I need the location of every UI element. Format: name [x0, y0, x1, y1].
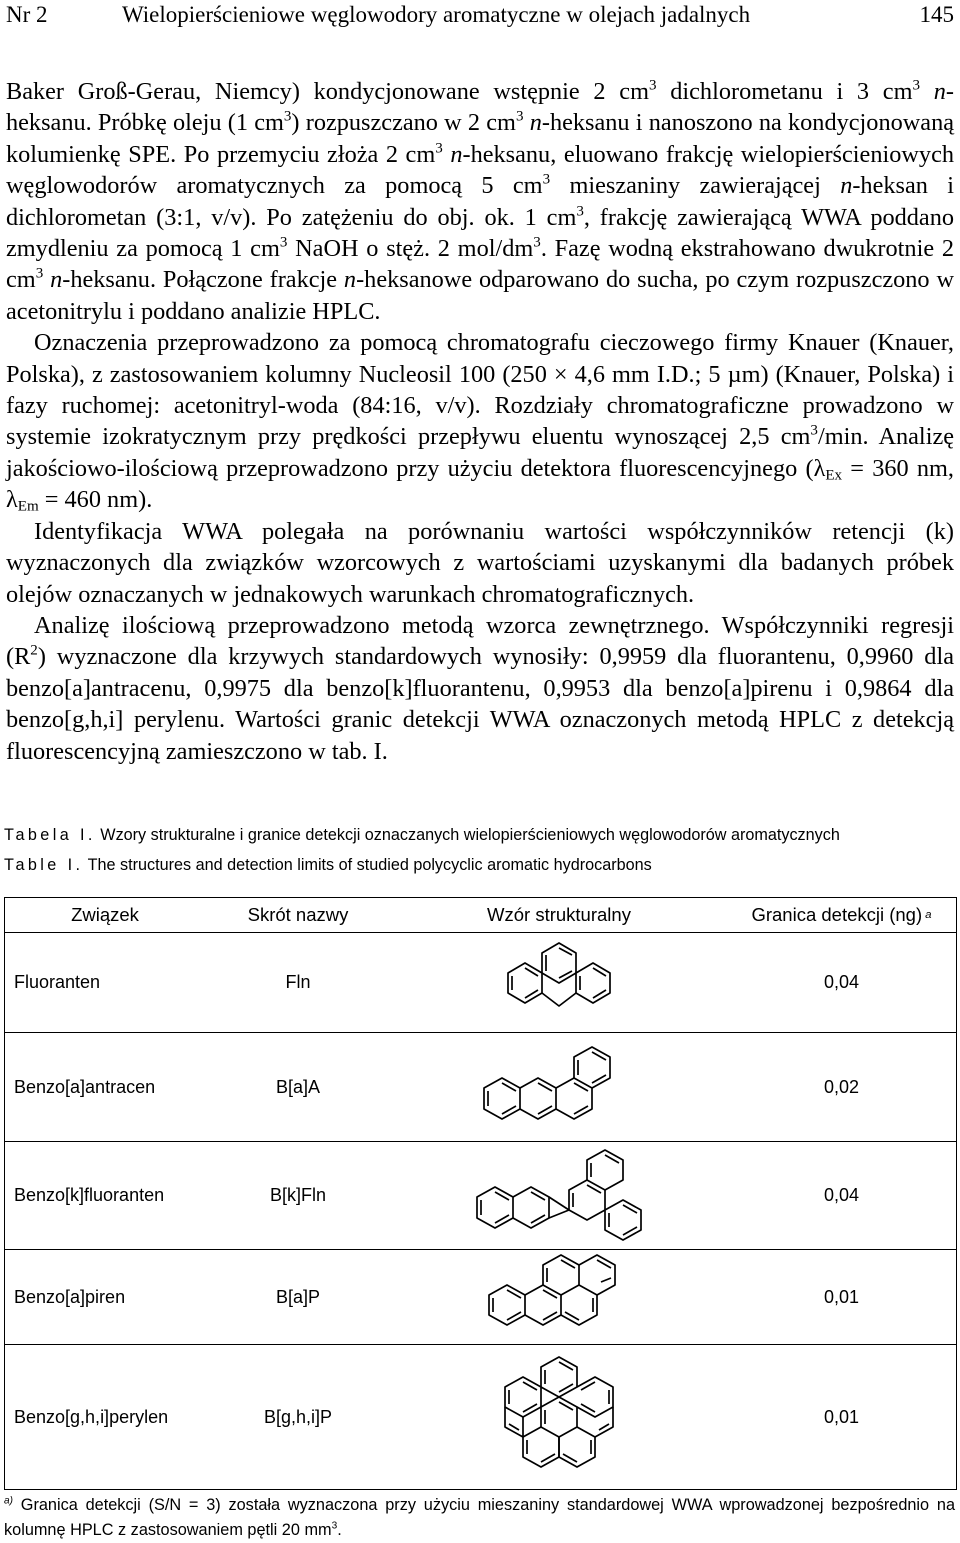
column-header-detection-limit: Granica detekcji (ng) a	[751, 904, 932, 925]
detection-limit: 0,02	[823, 1076, 860, 1097]
table-row	[5, 1141, 956, 1249]
column-header-compound: Związek	[71, 904, 139, 925]
footnote-marker: a)	[4, 1495, 13, 1507]
issue-number: Nr 2	[6, 2, 48, 27]
paragraph-methods-spe: Baker Groß-Gerau, Niemcy) kondycjonowane wstępnie 2 $cm^3$ dichlorometanu i 3 $cm^3$ n-heksanu. Próbkę oleju (1 $cm^3$) rozpuszczano w 2 $cm^3$ n-heksanu i nanoszono na kondycjonowaną kolumienkę SPE. Po przemyciu złoża 2 $cm^3$ n-heksanu, eluowano frakcję wielopierścieniowych węglowodorów aromatycznych za pomocą 5 $cm^3$ mieszaniny zawierającej n-heksan i dichlorometan (3:1, v/v). Po zatężeniu do obj. ok. 1 $cm^3$, frakcję zawierającą WWA poddano zmydleniu za pomocą 1 $cm^3$ NaOH o stęż. 2 mol/$dm^3$. Fazę wodną ekstrahowano dwukrotnie 2 $cm^3$ n-heksanu. Połączone frakcje n-heksanowe odparowano do sucha, po czym rozpuszczono w acetonitrylu i poddano analizie HPLC.	[6, 77, 955, 325]
fluoranthene-structure-icon	[499, 938, 619, 1028]
compound-name: Benzo[g,h,i]perylen	[14, 1406, 169, 1427]
detection-limit: 0,04	[823, 1185, 860, 1205]
detection-limit: 0,01	[823, 1406, 860, 1427]
benz-a-anthracene-structure-icon	[464, 1039, 654, 1135]
compound-name: Fluoranten	[14, 972, 101, 992]
paragraph-hplc-conditions: Oznaczenia przeprowadzono za pomocą chromatografu cieczowego firmy Knauer (Knauer, Polska), z zastosowaniem kolumny Nucleosil 100 (250 × 4,6 mm I.D.; 5 µm) (Knauer, Polska) i fazy ruchomej: acetonitryl-woda (84:16, v/v). Rozdziały chromatograficzne prowadzono w systemie izokratycznym przy prędkości przepływu eluentu wynoszącej 2,5 $cm^3/\min$. Analizę jakościowo-ilościową przeprowadzono przy użyciu detektora fluorescencyjnego ($\lambda_{Ex} = 360$ nm, $\lambda_{Em} = 460$ nm).	[6, 329, 955, 515]
detection-limit: 0,04	[823, 972, 860, 992]
table-row	[5, 1344, 956, 1489]
benzo-k-fluoranthene-structure-icon	[469, 1152, 649, 1240]
running-header	[0, 0, 960, 40]
body-text	[6, 76, 954, 767]
table-row	[5, 932, 956, 1032]
paragraph-identification: Identyfikacja WWA polegała na porównaniu wartości współczynników retencji (k) wyznaczonych dla związków wzorcowych z wartościami uzyskanymi dla badanych próbek olejów oznaczanych w jednakowych warunkach chromatograficznych.	[6, 517, 954, 608]
compound-abbreviation: B[a]A	[275, 1076, 321, 1097]
compound-abbreviation: Fln	[285, 972, 311, 992]
column-header-structure: Wzór strukturalny	[487, 904, 631, 925]
pah-table	[4, 897, 957, 1490]
running-title: Wielopierścieniowe węglowodory aromatyczne w olejach jadalnych	[122, 2, 751, 27]
detection-limit: 0,01	[823, 1286, 860, 1307]
compound-name: Benzo[a]piren	[14, 1286, 126, 1307]
table-footnote: $^{a)}$ Granica detekcji (S/N = 3) została wyznaczona przy użyciu mieszaniny standardowej WWA wprowadzonej bezpośrednio na kolumnę HPLC z zastosowaniem pętli 20 $mm^3$.	[4, 1495, 955, 1539]
table-header-row	[5, 898, 956, 932]
compound-abbreviation: B[a]P	[275, 1286, 321, 1307]
compound-abbreviation: B[k]Fln	[269, 1185, 326, 1205]
table-label-english: Table I.	[4, 856, 84, 874]
table-row	[5, 1032, 956, 1141]
column-header-abbreviation: Skrót nazwy	[247, 904, 349, 925]
compound-name: Benzo[a]antracen	[14, 1076, 156, 1097]
footnote-text: Granica detekcji (S/N = 3) została wyznaczona przy użyciu mieszaniny standardowej WWA wprowadzonej bezpośrednio na kolumnę HPLC z zastosowaniem pętli 20 mm	[4, 1496, 955, 1539]
paragraph-quantification: Analizę ilościową przeprowadzono metodą wzorca zewnętrznego. Współczynniki regresji $(R^2)$ wyznaczone dla krzywych standardowych wynosiły: 0,9959 dla fluorantenu, 0,9960 dla benzo[a]antracenu, 0,9975 dla benzo[k]fluorantenu, 0,9953 dla benzo[a]pirenu i 0,9864 dla benzo[g,h,i] perylenu. Wartości granic detekcji WWA oznaczonych metodą HPLC z detekcją fluorescencyjną zamieszczono w tab. I.	[6, 611, 954, 765]
table-row	[5, 1249, 956, 1344]
benzo-a-pyrene-structure-icon	[479, 1257, 639, 1337]
compound-abbreviation: B[g,h,i]P	[263, 1406, 333, 1427]
benzo-ghi-perylene-structure-icon	[499, 1355, 619, 1479]
compound-name: Benzo[k]fluoranten	[14, 1185, 165, 1205]
table-title-english: The structures and detection limits of studied polycyclic aromatic hydrocarbons	[87, 856, 652, 874]
table-caption-polish	[4, 826, 960, 845]
table-label-polish: Tabela I.	[4, 826, 96, 844]
table-caption-english	[4, 856, 960, 875]
page-number: 145	[919, 2, 954, 27]
table-title-polish: Wzory strukturalne i granice detekcji oznaczanych wielopierścieniowych węglowodorów aromatycznych	[100, 826, 840, 844]
